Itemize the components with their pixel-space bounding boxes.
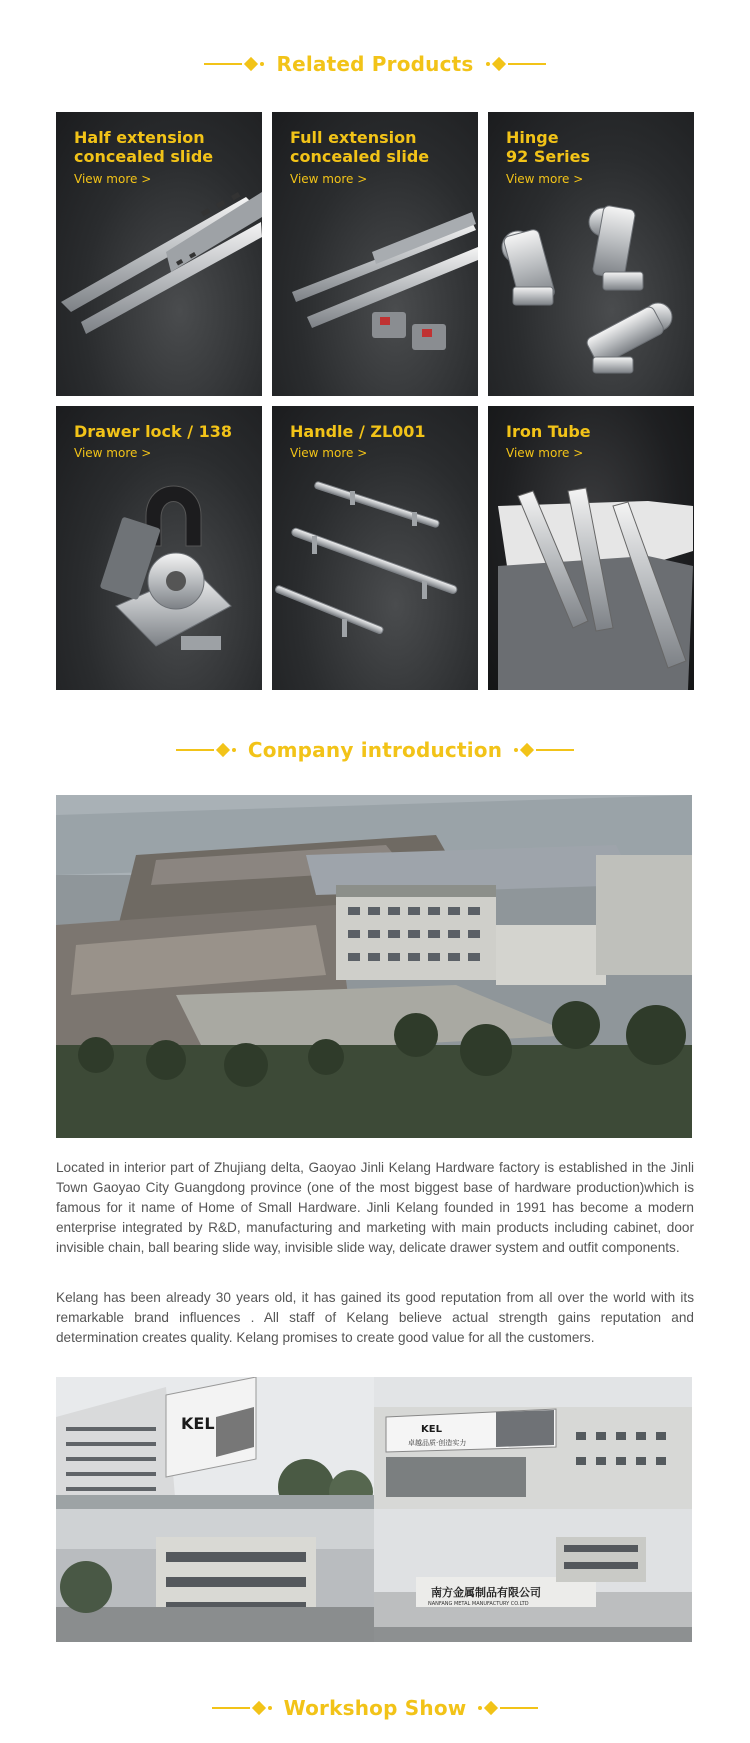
factory-sign-en-text: NANFANG METAL MANUFACTURY CO.LTD — [428, 1601, 529, 1607]
view-more-link[interactable]: View more > — [506, 446, 584, 460]
factory-sign-text: 南方金属制品有限公司 — [431, 1586, 541, 1599]
related-products-title: Related Products — [276, 52, 474, 76]
view-more-link[interactable]: View more > — [290, 172, 368, 186]
title-decoration-right — [478, 1703, 538, 1713]
workshop-show-title: Workshop Show — [283, 1696, 467, 1720]
view-more-link[interactable]: View more > — [74, 172, 152, 186]
title-decoration-left — [176, 745, 236, 755]
company-description-paragraph-1: Located in interior part of Zhujiang delta, Gaoyao Jinli Kelang Hardware factory is established in the Jinli Town Gaoyao City Guangdong province (one of the most biggest base of hardware production)which is famous for it name of Home of Small Hardware. Jinli Kelang founded in 1991 has become a modern enterprise integrated by R&D, manufacturing and marketing with main products including cabinet, door invisible chain, ball bearing slide way, invisible slide way, delicate drawer system and outfit components. — [56, 1160, 694, 1255]
building-photo-grid — [56, 1377, 692, 1642]
company-introduction-header — [0, 730, 750, 770]
product-card-iron-tube[interactable] — [488, 406, 694, 690]
product-card-full-extension-slide[interactable] — [272, 112, 478, 396]
product-card-hinge[interactable] — [488, 112, 694, 396]
company-description-paragraph-2: Kelang has been already 30 years old, it has gained its good reputation from all over the world with its remarkable brand influences . All staff of Kelang believe actual strength gains reputation and determination creates quality. Kelang promises to create good value for all the customers. — [56, 1290, 694, 1345]
view-more-link[interactable]: View more > — [290, 446, 368, 460]
product-title: Drawer lock / 138 — [74, 422, 233, 441]
product-title: Half extension concealed slide — [74, 128, 214, 166]
company-introduction-title: Company introduction — [247, 738, 503, 762]
title-decoration-right — [486, 59, 546, 69]
product-title: Handle / ZL001 — [290, 422, 426, 441]
title-decoration-left — [212, 1703, 272, 1713]
related-products-header — [0, 44, 750, 84]
building-photos-illustration — [56, 1377, 692, 1642]
slogan-sign-text: 卓越品质·创造实力 — [408, 1439, 467, 1447]
view-more-link[interactable]: View more > — [506, 172, 584, 186]
title-decoration-right — [514, 745, 574, 755]
product-card-half-extension-slide[interactable] — [56, 112, 262, 396]
product-card-drawer-lock[interactable] — [56, 406, 262, 690]
product-title: Hinge 92 Series — [506, 128, 590, 166]
aerial-factory-photo — [56, 795, 692, 1138]
aerial-factory-illustration — [56, 795, 692, 1138]
view-more-link[interactable]: View more > — [74, 446, 152, 460]
title-decoration-left — [204, 59, 264, 69]
product-card-handle[interactable] — [272, 406, 478, 690]
kel-sign-text-2: KEL — [421, 1424, 442, 1435]
product-title: Full extension concealed slide — [290, 128, 430, 166]
product-title: Iron Tube — [506, 422, 591, 441]
kel-sign-text: KEL — [181, 1414, 215, 1433]
workshop-show-header — [0, 1688, 750, 1728]
